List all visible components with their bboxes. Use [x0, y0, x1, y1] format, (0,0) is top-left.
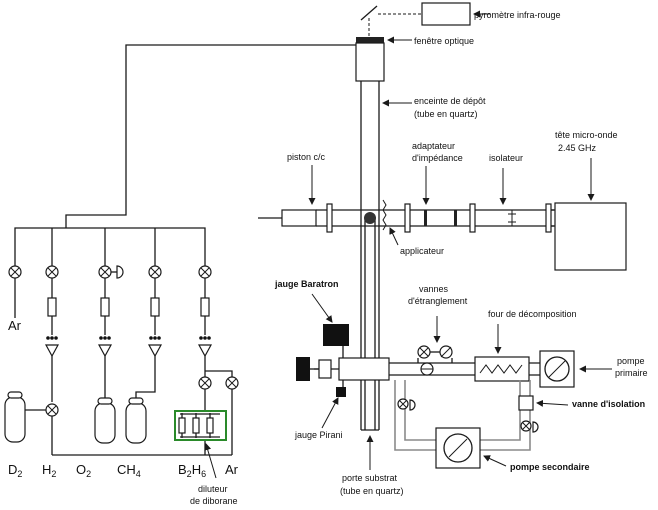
label-primary-pump-2: primaire	[615, 368, 648, 378]
optical-window	[356, 37, 412, 81]
label-quartz-tube-top: (tube en quartz)	[414, 109, 478, 119]
gas-ar-bottom: Ar	[225, 462, 238, 477]
label-diluter-2: de diborane	[190, 496, 238, 506]
vacuum-section	[296, 294, 612, 468]
label-decomposition-furnace: four de décomposition	[488, 309, 577, 319]
pyrometer	[361, 3, 490, 36]
label-isolator: isolateur	[489, 153, 524, 163]
gas-d2: $D_2$	[8, 462, 23, 479]
label-primary-pump-1: pompe	[617, 356, 645, 366]
gas-o2: $O_2$	[76, 462, 92, 479]
label-pyrometer: pyromètre infra-rouge	[474, 10, 561, 20]
gas-h2: $H_2$	[42, 462, 57, 479]
label-impedance-adapter-2: d'impédance	[412, 153, 463, 163]
label-isolation-valve: vanne d'isolation	[572, 399, 646, 409]
label-piston: piston c/c	[287, 152, 326, 162]
label-applicator: applicateur	[400, 246, 445, 256]
label-secondary-pump: pompe secondaire	[510, 462, 590, 472]
mirror	[361, 6, 377, 20]
gas-ar-top: Ar	[8, 318, 21, 333]
label-quartz-tube-bottom: (tube en quartz)	[340, 486, 404, 496]
label-substrate-holder: porte substrat	[342, 473, 398, 483]
label-pirani-gauge: jauge Pirani	[295, 430, 343, 440]
label-microwave-head: tête micro-onde	[555, 130, 618, 140]
gas-ch4: $CH_4$	[117, 462, 141, 479]
label-impedance-adapter-1: adaptateur	[412, 141, 456, 151]
cylinder-d2	[5, 397, 25, 442]
microwave-head	[555, 203, 626, 270]
label-throttle-valves-2: d'étranglement	[408, 296, 468, 306]
gas-b2h6: $B_2H_6$	[178, 462, 207, 479]
substrate	[364, 212, 376, 224]
cylinder-o2	[95, 403, 115, 443]
label-diluter-1: diluteur	[198, 484, 228, 494]
gas-manifold	[5, 228, 238, 455]
label-optical-window: fenêtre optique	[414, 36, 475, 46]
cylinder-ch4	[126, 403, 146, 443]
label-baratron-gauge: jauge Baratron	[275, 279, 339, 289]
label-frequency: 2.45 GHz	[558, 143, 597, 153]
label-deposition-chamber: enceinte de dépôt	[414, 96, 486, 106]
label-throttle-valves-1: vannes	[419, 284, 449, 294]
